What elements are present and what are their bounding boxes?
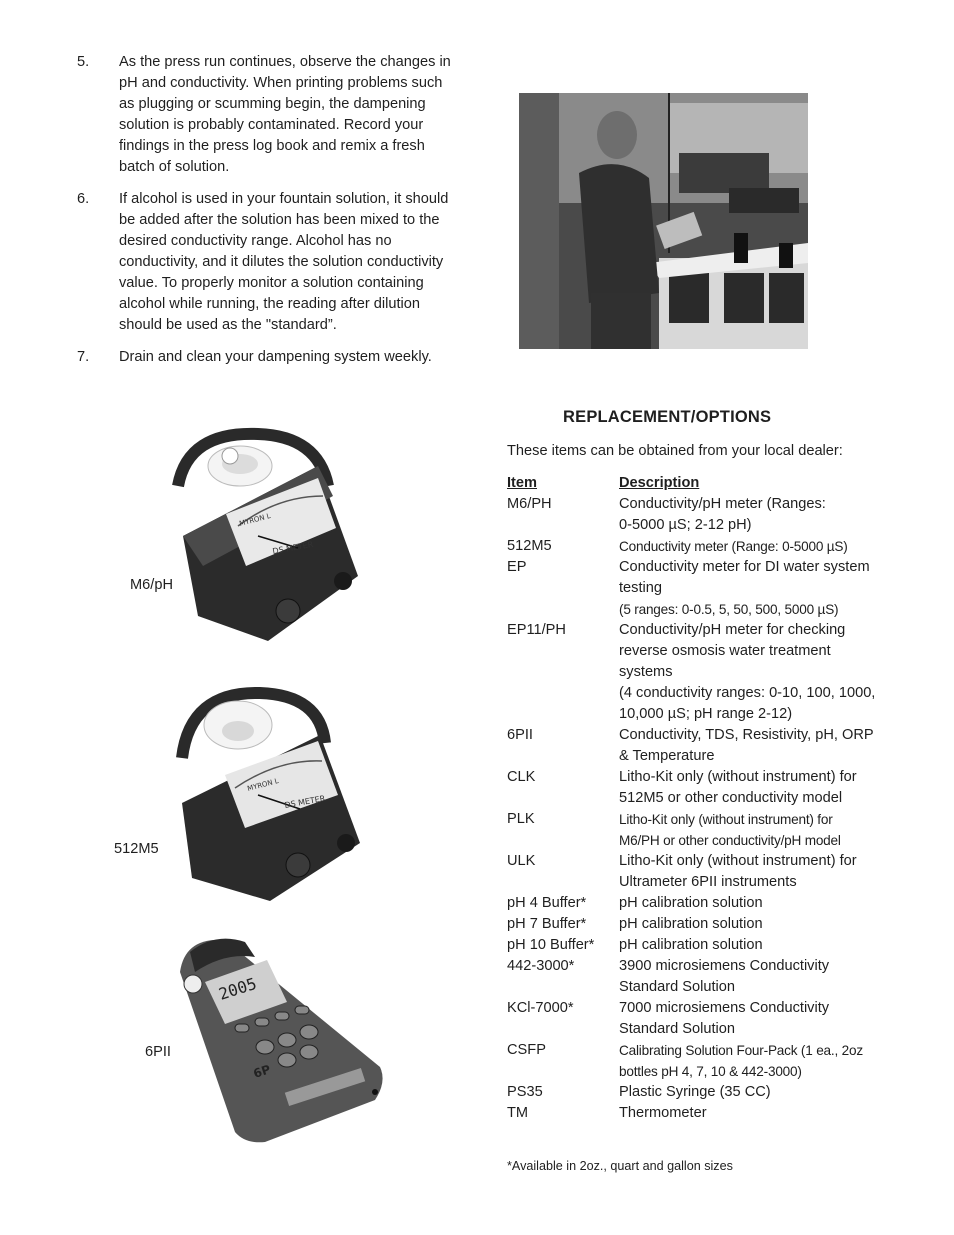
item-code: 6PII <box>507 727 533 743</box>
table-row <box>507 767 907 788</box>
instruction-steps <box>77 52 457 379</box>
intro-text: These items can be obtained from your local dealer: <box>507 443 843 459</box>
table-row <box>507 704 907 725</box>
footnote: *Available in 2oz., quart and gallon sizes <box>507 1159 733 1173</box>
item-description: 512M5 or other conductivity model <box>619 790 843 806</box>
table-row <box>507 1019 907 1040</box>
step-number: 5. <box>77 54 90 70</box>
item-code: PLK <box>507 811 535 827</box>
table-row <box>507 935 907 956</box>
meter-face-label: DS METER <box>283 793 326 810</box>
options-table-body <box>507 494 907 1124</box>
table-row <box>507 1082 907 1103</box>
replacement-options <box>507 406 907 1124</box>
table-row <box>507 830 907 851</box>
item-code: EP <box>507 559 527 575</box>
6pii-meter-illustration <box>175 932 390 1144</box>
item-code <box>507 704 619 725</box>
item-code <box>507 1061 619 1082</box>
table-row <box>507 662 907 683</box>
table-row <box>507 872 907 893</box>
item-description: pH calibration solution <box>619 937 763 953</box>
item-code <box>507 683 619 704</box>
item-description: Conductivity/pH meter for checking <box>619 622 846 638</box>
column-header-item: Item <box>507 475 538 491</box>
table-row <box>507 893 907 914</box>
item-description: 7000 microsiemens Conductivity <box>619 1000 830 1016</box>
item-code: ULK <box>507 853 536 869</box>
lcd-readout: 2005 <box>216 973 259 1004</box>
step-text: As the press run continues, observe the changes in pH and conductivity. When printing problems such as plugging or scumming begin, the dampening solution is probably contaminated. Record your findings in the press log book and remix a fresh batch of solution. <box>119 54 451 175</box>
table-row <box>507 746 907 767</box>
table-row <box>507 1061 907 1082</box>
item-description: Calibrating Solution Four-Pack (1 ea., 2oz <box>619 1043 863 1058</box>
item-description: (5 ranges: 0-0.5, 5, 50, 500, 5000 µS) <box>619 602 839 617</box>
item-description: Standard Solution <box>619 979 736 995</box>
6pii-label: 6PII <box>145 1044 171 1060</box>
table-header <box>507 473 907 494</box>
item-description: Standard Solution <box>619 1021 736 1037</box>
item-code: M6/PH <box>507 496 552 512</box>
step-6 <box>77 189 457 336</box>
item-code <box>507 830 619 851</box>
item-description: & Temperature <box>619 748 715 764</box>
item-code <box>507 977 619 998</box>
item-description: Thermometer <box>619 1105 707 1121</box>
step-text: If alcohol is used in your fountain solution, it should be added after the solution has been mixed to the desired conductivity range. Alcohol has no conductivity, and it dilutes the solution conductivity value. To properly monitor a solution containing alcohol while running, the reading after dilution should be used as the "standard”. <box>119 191 449 333</box>
item-code <box>507 578 619 599</box>
item-code: KCl-7000* <box>507 1000 574 1016</box>
item-description: reverse osmosis water treatment <box>619 643 831 659</box>
item-description: systems <box>619 664 673 680</box>
section-heading: REPLACEMENT/OPTIONS <box>563 408 772 426</box>
item-description: 10,000 µS; pH range 2-12) <box>619 706 793 722</box>
table-row <box>507 956 907 977</box>
meter-face-brand: MYRON L <box>238 511 272 528</box>
item-code: PS35 <box>507 1084 543 1100</box>
item-code <box>507 662 619 683</box>
item-description: pH calibration solution <box>619 916 763 932</box>
item-description: Ultrameter 6PII instruments <box>619 874 797 890</box>
item-description: Plastic Syringe (35 CC) <box>619 1084 771 1100</box>
table-row <box>507 620 907 641</box>
item-description: Litho-Kit only (without instrument) for <box>619 769 857 785</box>
table-row <box>507 809 907 830</box>
item-code: pH 4 Buffer* <box>507 895 587 911</box>
table-row <box>507 557 907 578</box>
item-description: M6/PH or other conductivity/pH model <box>619 833 841 848</box>
table-row <box>507 998 907 1019</box>
meter-face-label: DS METER <box>271 539 314 556</box>
512m5-meter-illustration <box>170 683 370 903</box>
table-row <box>507 914 907 935</box>
item-description: Litho-Kit only (without instrument) for <box>619 853 857 869</box>
table-row <box>507 788 907 809</box>
item-code <box>507 1019 619 1040</box>
table-row <box>507 977 907 998</box>
table-row <box>507 515 907 536</box>
step-7 <box>77 347 457 368</box>
table-row <box>507 1103 907 1124</box>
item-description: Conductivity, TDS, Resistivity, pH, ORP <box>619 727 874 743</box>
table-row <box>507 599 907 620</box>
step-number: 7. <box>77 349 90 365</box>
table-row <box>507 641 907 662</box>
model-badge: 6P <box>251 1062 273 1081</box>
item-code: EP11/PH <box>507 622 566 638</box>
item-code: TM <box>507 1105 529 1121</box>
item-description: testing <box>619 580 662 596</box>
item-code: pH 7 Buffer* <box>507 916 587 932</box>
table-row <box>507 725 907 746</box>
item-code: 512M5 <box>507 538 552 554</box>
table-row <box>507 683 907 704</box>
table-row <box>507 536 907 557</box>
m6ph-label: M6/pH <box>130 577 173 593</box>
table-row <box>507 494 907 515</box>
item-description: bottles pH 4, 7, 10 & 442-3000) <box>619 1064 802 1079</box>
item-code <box>507 599 619 620</box>
item-description: Conductivity meter for DI water system <box>619 559 870 575</box>
item-code <box>507 872 619 893</box>
item-code <box>507 746 619 767</box>
item-description: Conductivity meter (Range: 0-5000 µS) <box>619 539 848 554</box>
m6ph-meter-illustration <box>168 426 368 646</box>
column-header-description: Description <box>619 475 700 491</box>
item-code: CLK <box>507 769 536 785</box>
item-code: pH 10 Buffer* <box>507 937 595 953</box>
meter-face-brand: MYRON L <box>246 776 280 793</box>
item-code <box>507 788 619 809</box>
item-code: CSFP <box>507 1042 546 1058</box>
step-text: Drain and clean your dampening system weekly. <box>119 349 432 365</box>
item-code <box>507 515 619 536</box>
item-code: 442-3000* <box>507 958 575 974</box>
item-description: Litho-Kit only (without instrument) for <box>619 812 833 827</box>
item-description: 0-5000 µS; 2-12 pH) <box>619 517 752 533</box>
item-description: pH calibration solution <box>619 895 763 911</box>
step-number: 6. <box>77 191 90 207</box>
item-description: Conductivity/pH meter (Ranges: <box>619 496 826 512</box>
step-5 <box>77 52 457 178</box>
technician-photo <box>519 93 808 349</box>
table-row <box>507 851 907 872</box>
item-code <box>507 641 619 662</box>
item-description: 3900 microsiemens Conductivity <box>619 958 830 974</box>
item-description: (4 conductivity ranges: 0-10, 100, 1000, <box>619 685 876 701</box>
512m5-label: 512M5 <box>114 841 159 857</box>
table-row <box>507 578 907 599</box>
table-row <box>507 1040 907 1061</box>
